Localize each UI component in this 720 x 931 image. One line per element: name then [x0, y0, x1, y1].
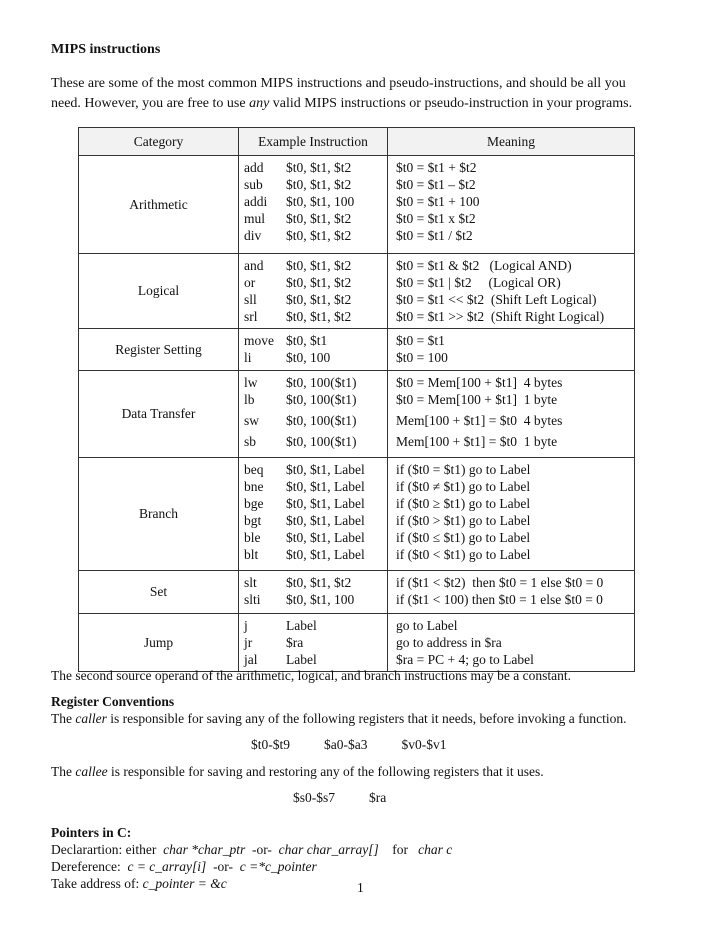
instruction-meaning: $t0 = $t1 << $t2 (Shift Left Logical) — [396, 292, 597, 307]
instruction-opcode: add — [244, 160, 264, 175]
instruction-meaning: $t0 = $t1 — [396, 333, 445, 348]
meaning-cell — [388, 329, 635, 371]
meaning-cell — [388, 458, 635, 571]
instruction-line — [244, 210, 387, 227]
instruction-operands: $t0, $t1, $t2 — [286, 258, 352, 273]
header-meaning: Meaning — [388, 128, 635, 156]
instruction-opcode: j — [244, 618, 248, 633]
intro-line-2: need. However, you are free to use any valid MIPS instructions or pseudo-instruction in your programs. — [51, 96, 633, 111]
meaning-cell — [388, 571, 635, 614]
instruction-meaning: $t0 = Mem[100 + $t1] 1 byte — [396, 392, 558, 407]
instruction-meaning: $t0 = $t1 x $t2 — [396, 211, 476, 226]
instruction-opcode: sw — [244, 413, 260, 428]
category-cell: Jump — [79, 614, 239, 672]
instruction-meaning: if ($t0 ≥ $t1) go to Label — [396, 496, 531, 511]
instruction-opcode: srl — [244, 309, 258, 324]
meaning-cell — [388, 371, 635, 458]
example-cell — [239, 458, 388, 571]
instruction-opcode: sub — [244, 177, 263, 192]
instruction-operands: $t0, $t1, 100 — [286, 592, 355, 607]
conventions-heading: Register Conventions — [51, 694, 175, 709]
instruction-operands: $ra — [286, 635, 304, 650]
instruction-line — [244, 176, 387, 193]
instruction-opcode: sb — [244, 434, 257, 449]
constant-note: The second source operand of the arithmetic, logical, and branch instructions may be a constant. — [51, 668, 571, 683]
instruction-line — [244, 291, 387, 308]
category-cell: Set — [79, 571, 239, 614]
table-row — [79, 254, 635, 329]
instruction-opcode: beq — [244, 462, 264, 477]
instruction-opcode: bgt — [244, 513, 262, 528]
instruction-meaning: $t0 = 100 — [396, 350, 448, 365]
instruction-operands: $t0, $t1, $t2 — [286, 211, 352, 226]
instruction-meaning: $t0 = $t1 & $t2 (Logical AND) — [396, 258, 572, 273]
instruction-meaning: if ($t1 < $t2) then $t0 = 1 else $t0 = 0 — [396, 575, 604, 590]
instruction-opcode: jr — [244, 635, 253, 650]
meaning-cell — [388, 156, 635, 254]
instruction-line — [244, 193, 387, 210]
instruction-operands: $t0, $t1, $t2 — [286, 160, 352, 175]
instruction-opcode: lb — [244, 392, 255, 407]
table-row — [79, 614, 635, 672]
instruction-meaning: if ($t0 ≠ $t1) go to Label — [396, 479, 531, 494]
instruction-operands: $t0, 100 — [286, 350, 331, 365]
pointers-heading: Pointers in C: — [51, 825, 132, 840]
instruction-line — [244, 274, 387, 291]
instruction-operands: $t0, $t1, $t2 — [286, 275, 352, 290]
instruction-opcode: ble — [244, 530, 261, 545]
instruction-operands: $t0, $t1, Label — [286, 513, 365, 528]
instruction-line — [244, 617, 387, 634]
instruction-opcode: slt — [244, 575, 257, 590]
instruction-operands: $t0, $t1, Label — [286, 479, 365, 494]
instruction-meaning: $t0 = $t1 / $t2 — [396, 228, 473, 243]
instruction-operands: $t0, 100($t1) — [286, 434, 357, 449]
instruction-meaning: go to Label — [396, 618, 458, 633]
instruction-meaning: if ($t0 = $t1) go to Label — [396, 462, 531, 477]
register-group: $s0-$s7 — [293, 790, 336, 805]
instruction-meaning: $t0 = Mem[100 + $t1] 4 bytes — [396, 375, 563, 390]
instruction-line — [244, 591, 387, 608]
example-cell — [239, 614, 388, 672]
register-group: $t0-$t9 — [251, 737, 290, 752]
instruction-line — [244, 391, 387, 412]
instruction-meaning: Mem[100 + $t1] = $t0 4 bytes — [396, 413, 563, 428]
instruction-line — [244, 651, 387, 668]
category-cell: Branch — [79, 458, 239, 571]
example-cell — [239, 371, 388, 458]
category-cell: Data Transfer — [79, 371, 239, 458]
instruction-line — [244, 227, 387, 244]
instruction-operands: $t0, $t1, $t2 — [286, 292, 352, 307]
instruction-line — [244, 159, 387, 176]
instruction-operands: $t0, 100($t1) — [286, 392, 357, 407]
pointer-dereference: Dereference: c = c_array[i] -or- c =*c_pointer — [51, 859, 317, 874]
instruction-opcode: addi — [244, 194, 268, 209]
register-group: $v0-$v1 — [401, 737, 447, 752]
callee-registers — [293, 790, 386, 806]
instruction-operands: $t0, $t1, $t2 — [286, 177, 352, 192]
instruction-opcode: move — [244, 333, 274, 348]
example-cell — [239, 329, 388, 371]
instruction-operands: $t0, $t1, $t2 — [286, 228, 352, 243]
intro-line-1: These are some of the most common MIPS instructions and pseudo-instructions, and should be all you — [51, 76, 626, 91]
register-group: $a0-$a3 — [324, 737, 368, 752]
instruction-meaning: if ($t1 < 100) then $t0 = 1 else $t0 = 0 — [396, 592, 603, 607]
table-row — [79, 329, 635, 371]
instruction-line — [244, 529, 387, 546]
callee-paragraph: The callee is responsible for saving and restoring any of the following registers that it uses. — [51, 764, 544, 779]
instruction-line — [244, 574, 387, 591]
table-row — [79, 571, 635, 614]
instruction-line — [244, 634, 387, 651]
pointer-declaration: Declarartion: either char *char_ptr -or- char char_array[] for char c — [51, 842, 453, 857]
table-header-row — [79, 128, 635, 156]
example-cell — [239, 571, 388, 614]
instruction-meaning: if ($t0 < $t1) go to Label — [396, 547, 531, 562]
instruction-operands: $t0, $t1 — [286, 333, 328, 348]
category-cell: Register Setting — [79, 329, 239, 371]
category-cell: Arithmetic — [79, 156, 239, 254]
example-cell — [239, 156, 388, 254]
header-category: Category — [79, 128, 239, 156]
table-row — [79, 156, 635, 254]
instruction-line — [244, 512, 387, 529]
instruction-opcode: div — [244, 228, 262, 243]
instruction-operands: $t0, $t1, Label — [286, 462, 365, 477]
instruction-line — [244, 546, 387, 563]
instruction-line — [244, 349, 387, 366]
page-title: MIPS instructions — [51, 42, 161, 57]
instruction-operands: $t0, $t1, Label — [286, 547, 365, 562]
instruction-operands: Label — [286, 652, 317, 667]
instruction-line — [244, 478, 387, 495]
header-example: Example Instruction — [239, 128, 388, 156]
instruction-opcode: li — [244, 350, 252, 365]
instruction-opcode: bge — [244, 496, 264, 511]
instruction-meaning: go to address in $ra — [396, 635, 502, 650]
table-row — [79, 371, 635, 458]
instruction-line — [244, 495, 387, 512]
example-cell — [239, 254, 388, 329]
page-number: 1 — [357, 880, 364, 895]
instruction-meaning: $t0 = $t1 + $t2 — [396, 160, 477, 175]
instruction-line — [244, 374, 387, 391]
instruction-meaning: $ra = PC + 4; go to Label — [396, 652, 534, 667]
meaning-cell — [388, 254, 635, 329]
instruction-line — [244, 308, 387, 325]
instruction-meaning: if ($t0 > $t1) go to Label — [396, 513, 531, 528]
instruction-line — [244, 257, 387, 274]
instruction-operands: $t0, $t1, 100 — [286, 194, 355, 209]
caller-registers — [251, 737, 446, 753]
instruction-opcode: mul — [244, 211, 266, 226]
instruction-opcode: jal — [244, 652, 258, 667]
instruction-operands: $t0, 100($t1) — [286, 413, 357, 428]
instruction-opcode: sll — [244, 292, 257, 307]
instruction-meaning: $t0 = $t1 – $t2 — [396, 177, 476, 192]
instruction-meaning: $t0 = $t1 >> $t2 (Shift Right Logical) — [396, 309, 605, 324]
instruction-line — [244, 461, 387, 478]
instruction-opcode: slti — [244, 592, 261, 607]
pointer-address-of: Take address of: c_pointer = &c — [51, 876, 227, 891]
instruction-line — [244, 412, 387, 433]
instruction-operands: $t0, $t1, Label — [286, 530, 365, 545]
instruction-operands: Label — [286, 618, 317, 633]
instruction-opcode: bne — [244, 479, 264, 494]
instruction-opcode: lw — [244, 375, 258, 390]
instruction-meaning: $t0 = $t1 | $t2 (Logical OR) — [396, 275, 561, 290]
instruction-opcode: and — [244, 258, 264, 273]
intro-paragraph — [51, 74, 632, 114]
category-cell: Logical — [79, 254, 239, 329]
instruction-opcode: or — [244, 275, 256, 290]
table-row — [79, 458, 635, 571]
instruction-opcode: blt — [244, 547, 259, 562]
instruction-operands: $t0, $t1, $t2 — [286, 309, 352, 324]
instruction-line — [244, 332, 387, 349]
instruction-meaning: Mem[100 + $t1] = $t0 1 byte — [396, 434, 558, 449]
register-group: $ra — [369, 790, 387, 805]
caller-paragraph: The caller is responsible for saving any of the following registers that it needs, before invoking a function. — [51, 711, 627, 726]
instruction-meaning: $t0 = $t1 + 100 — [396, 194, 480, 209]
instruction-operands: $t0, 100($t1) — [286, 375, 357, 390]
instruction-meaning: if ($t0 ≤ $t1) go to Label — [396, 530, 531, 545]
mips-instruction-table — [78, 127, 635, 672]
meaning-cell — [388, 614, 635, 672]
instruction-operands: $t0, $t1, $t2 — [286, 575, 352, 590]
instruction-operands: $t0, $t1, Label — [286, 496, 365, 511]
instruction-line — [244, 433, 387, 454]
